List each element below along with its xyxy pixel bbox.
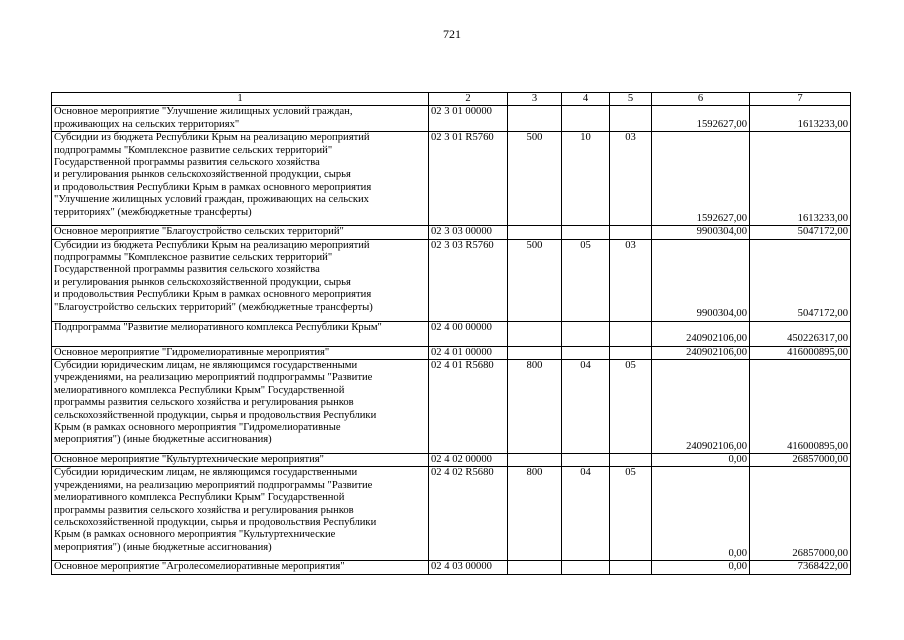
- cell-code: 02 4 02 00000: [429, 454, 508, 467]
- cell-section: [562, 321, 610, 346]
- column-header: 6: [652, 93, 750, 106]
- cell-subsection: [610, 106, 652, 132]
- table-row: [52, 360, 851, 454]
- cell-section: [562, 226, 610, 239]
- column-header: 3: [508, 93, 562, 106]
- cell-amount-year1: 0,00: [652, 467, 750, 561]
- cell-code: 02 4 01 R5680: [429, 360, 508, 454]
- cell-subsection: 03: [610, 239, 652, 321]
- cell-amount-year2: 5047172,00: [750, 239, 851, 321]
- table-row: [52, 239, 851, 321]
- cell-description: Субсидии из бюджета Республики Крым на реализацию мероприятий подпрограммы "Комплексное развитие сельских территорий" Государственной программы развития сельского хозяйства и регулирования рынков сельскохозяйственной продукции, сырья и продовольствия Республики Крым в рамках основного мероприятия "Благоустройство сельских территорий" (межбюджетные трансферты): [52, 239, 429, 321]
- cell-description: Основное мероприятие "Улучшение жилищных условий граждан, проживающих на сельских территориях": [52, 106, 429, 132]
- cell-amount-year1: 240902106,00: [652, 321, 750, 346]
- cell-amount-year1: 9900304,00: [652, 226, 750, 239]
- cell-code: 02 3 03 00000: [429, 226, 508, 239]
- cell-amount-year1: 1592627,00: [652, 106, 750, 132]
- cell-description: Субсидии юридическим лицам, не являющимся государственными учреждениями, на реализацию мероприятий подпрограммы "Развитие мелиоративного комплекса Республики Крым" Государственной программы развития сельского хозяйства и регулирования рынков сельскохозяйственной продукции, сырья и продовольствия Республики Крым (в рамках основного мероприятия "Культуртехнические мероприятия") (иные бюджетные ассигнования): [52, 467, 429, 561]
- table-row: [52, 132, 851, 226]
- table-row: [52, 346, 851, 359]
- cell-subsection: [610, 346, 652, 359]
- cell-subsection: 05: [610, 360, 652, 454]
- cell-code: 02 4 00 00000: [429, 321, 508, 346]
- cell-expense-type: [508, 561, 562, 574]
- cell-section: 04: [562, 467, 610, 561]
- header-row: [52, 93, 851, 106]
- cell-code: 02 4 02 R5680: [429, 467, 508, 561]
- cell-amount-year2: 450226317,00: [750, 321, 851, 346]
- table-row: [52, 321, 851, 346]
- cell-code: 02 4 03 00000: [429, 561, 508, 574]
- cell-amount-year2: 416000895,00: [750, 360, 851, 454]
- table-row: [52, 454, 851, 467]
- cell-description: Основное мероприятие "Культуртехнические мероприятия": [52, 454, 429, 467]
- column-header: 5: [610, 93, 652, 106]
- cell-amount-year1: 0,00: [652, 454, 750, 467]
- column-header: 1: [52, 93, 429, 106]
- cell-subsection: 05: [610, 467, 652, 561]
- table-row: [52, 467, 851, 561]
- cell-amount-year2: 26857000,00: [750, 467, 851, 561]
- cell-expense-type: [508, 454, 562, 467]
- cell-description: Основное мероприятие "Гидромелиоративные мероприятия": [52, 346, 429, 359]
- cell-expense-type: [508, 346, 562, 359]
- cell-section: 04: [562, 360, 610, 454]
- cell-expense-type: [508, 226, 562, 239]
- cell-subsection: 03: [610, 132, 652, 226]
- cell-subsection: [610, 561, 652, 574]
- cell-description: Субсидии из бюджета Республики Крым на реализацию мероприятий подпрограммы "Комплексное развитие сельских территорий" Государственной программы развития сельского хозяйства и регулирования рынков сельскохозяйственной продукции, сырья и продовольствия Республики Крым в рамках основного мероприятия "Улучшение жилищных условий граждан, проживающих на сельских территориях" (межбюджетные трансферты): [52, 132, 429, 226]
- cell-section: 05: [562, 239, 610, 321]
- cell-section: [562, 106, 610, 132]
- table-row: [52, 561, 851, 574]
- cell-section: [562, 454, 610, 467]
- cell-expense-type: [508, 321, 562, 346]
- cell-description: Основное мероприятие "Благоустройство сельских территорий": [52, 226, 429, 239]
- cell-code: 02 3 03 R5760: [429, 239, 508, 321]
- cell-code: 02 3 01 00000: [429, 106, 508, 132]
- cell-amount-year2: 7368422,00: [750, 561, 851, 574]
- cell-amount-year1: 1592627,00: [652, 132, 750, 226]
- table-row: [52, 106, 851, 132]
- cell-amount-year2: 1613233,00: [750, 106, 851, 132]
- cell-description: Субсидии юридическим лицам, не являющимся государственными учреждениями, на реализацию мероприятий подпрограммы "Развитие мелиоративного комплекса Республики Крым" Государственной программы развития сельского хозяйства и регулирования рынков сельскохозяйственной продукции, сырья и продовольствия Республики Крым (в рамках основного мероприятия "Гидромелиоративные мероприятия") (иные бюджетные ассигнования): [52, 360, 429, 454]
- cell-subsection: [610, 226, 652, 239]
- budget-table: [51, 92, 851, 575]
- cell-amount-year2: 26857000,00: [750, 454, 851, 467]
- cell-expense-type: 500: [508, 239, 562, 321]
- cell-section: 10: [562, 132, 610, 226]
- table-row: [52, 226, 851, 239]
- cell-subsection: [610, 321, 652, 346]
- cell-section: [562, 561, 610, 574]
- cell-code: 02 3 01 R5760: [429, 132, 508, 226]
- cell-amount-year1: 0,00: [652, 561, 750, 574]
- cell-amount-year1: 240902106,00: [652, 360, 750, 454]
- cell-amount-year2: 416000895,00: [750, 346, 851, 359]
- cell-expense-type: 800: [508, 360, 562, 454]
- column-header: 4: [562, 93, 610, 106]
- cell-description: Основное мероприятие "Агролесомелиоративные мероприятия": [52, 561, 429, 574]
- cell-amount-year2: 5047172,00: [750, 226, 851, 239]
- cell-expense-type: 800: [508, 467, 562, 561]
- column-header: 7: [750, 93, 851, 106]
- page-number: 721: [443, 27, 461, 41]
- cell-section: [562, 346, 610, 359]
- cell-amount-year2: 1613233,00: [750, 132, 851, 226]
- cell-expense-type: [508, 106, 562, 132]
- cell-subsection: [610, 454, 652, 467]
- cell-code: 02 4 01 00000: [429, 346, 508, 359]
- column-header: 2: [429, 93, 508, 106]
- cell-description: Подпрограмма "Развитие мелиоративного комплекса Республики Крым": [52, 321, 429, 346]
- cell-expense-type: 500: [508, 132, 562, 226]
- cell-amount-year1: 9900304,00: [652, 239, 750, 321]
- cell-amount-year1: 240902106,00: [652, 346, 750, 359]
